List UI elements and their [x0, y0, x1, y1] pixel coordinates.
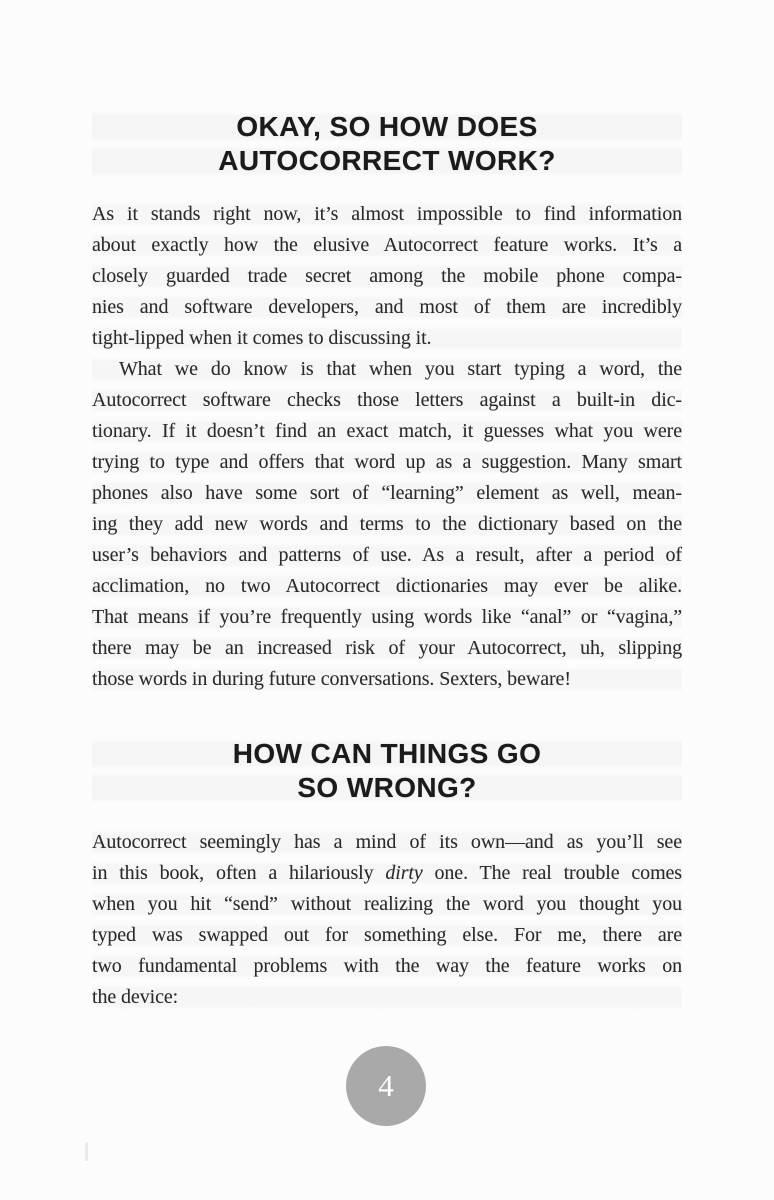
italic-text: dirty [385, 862, 423, 884]
paragraph-1 [92, 199, 682, 354]
text-line: Autocorrect software checks those letters against a built-in dic- [92, 385, 682, 416]
text-line: What we do know is that when you start typing a word, the [92, 354, 682, 385]
paragraph-2 [92, 354, 682, 695]
text-line: acclimation, no two Autocorrect dictionaries may ever be alike. [92, 571, 682, 602]
text-line: when you hit “send” without realizing the word you thought you [92, 889, 682, 920]
text-line: there may be an increased risk of your Autocorrect, uh, slipping [92, 633, 682, 664]
text-line: typed was swapped out for something else. For me, there are [92, 920, 682, 951]
section-heading-autocorrect-work [92, 110, 682, 178]
heading-line: SO WRONG? [92, 771, 682, 805]
text-line: phones also have some sort of “learning” element as well, mean- [92, 478, 682, 509]
text-line: Autocorrect seemingly has a mind of its own—and as you’ll see [92, 827, 682, 858]
paragraph-3 [92, 827, 682, 1013]
heading-line: OKAY, SO HOW DOES [92, 110, 682, 144]
heading-line: AUTOCORRECT WORK? [92, 144, 682, 178]
text-line: trying to type and offers that word up as a suggestion. Many smart [92, 447, 682, 478]
text-line: That means if you’re frequently using words like “anal” or “vagina,” [92, 602, 682, 633]
page-number-badge [346, 1046, 426, 1126]
text-line: tight-lipped when it comes to discussing it. [92, 323, 682, 354]
text-line: in this book, often a hilariously dirty one. The real trouble comes [92, 858, 682, 889]
section-heading-how-wrong [92, 737, 682, 805]
heading-line: HOW CAN THINGS GO [92, 737, 682, 771]
text-line: closely guarded trade secret among the mobile phone compa- [92, 261, 682, 292]
text-line: those words in during future conversations. Sexters, beware! [92, 664, 682, 695]
text-line: about exactly how the elusive Autocorrect feature works. It’s a [92, 230, 682, 261]
body-text-block-2 [92, 827, 682, 1013]
body-text-block-1 [92, 199, 682, 695]
text-line: two fundamental problems with the way the feature works on [92, 951, 682, 982]
text-line: user’s behaviors and patterns of use. As a result, after a period of [92, 540, 682, 571]
scan-artifact-mark [85, 1142, 88, 1161]
text-line: ing they add new words and terms to the dictionary based on the [92, 509, 682, 540]
text-line: nies and software developers, and most of them are incredibly [92, 292, 682, 323]
text-line: the device: [92, 982, 682, 1013]
text-line: tionary. If it doesn’t find an exact match, it guesses what you were [92, 416, 682, 447]
page-number: 4 [378, 1068, 394, 1103]
text-line: As it stands right now, it’s almost impossible to find information [92, 199, 682, 230]
